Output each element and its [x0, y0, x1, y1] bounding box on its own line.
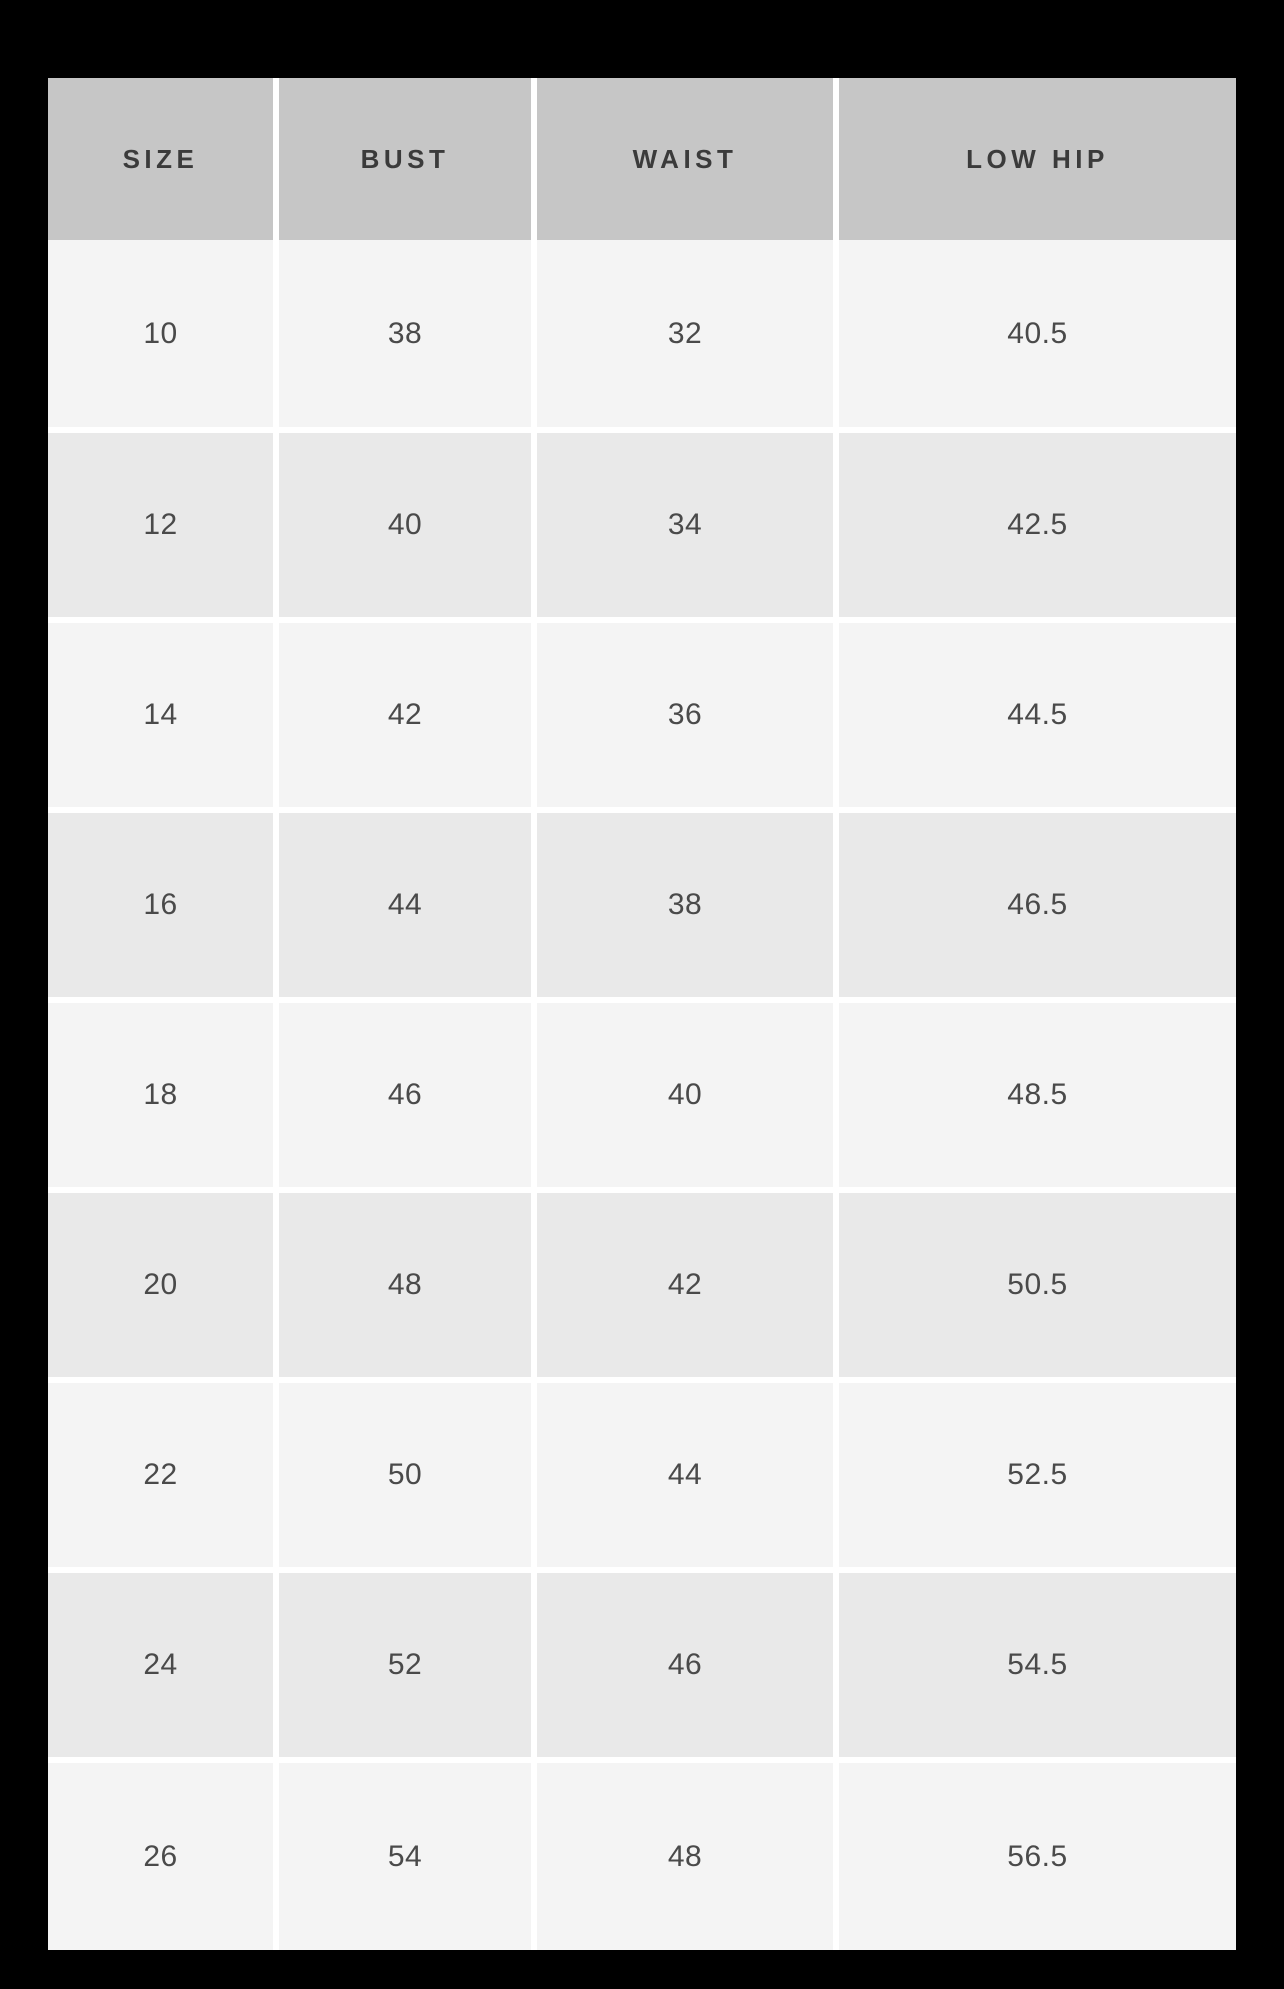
- cell-bust: 38: [276, 240, 534, 430]
- cell-size: 14: [48, 620, 276, 810]
- cell-size: 22: [48, 1380, 276, 1570]
- table-row: [48, 620, 1236, 810]
- cell-low-hip: 42.5: [836, 430, 1236, 620]
- table-row: [48, 240, 1236, 430]
- table-row: [48, 1760, 1236, 1950]
- cell-low-hip: 54.5: [836, 1570, 1236, 1760]
- cell-size: 12: [48, 430, 276, 620]
- cell-bust: 42: [276, 620, 534, 810]
- cell-waist: 34: [534, 430, 836, 620]
- cell-low-hip: 48.5: [836, 1000, 1236, 1190]
- cell-low-hip: 44.5: [836, 620, 1236, 810]
- table-header-row: [48, 78, 1236, 240]
- cell-low-hip: 50.5: [836, 1190, 1236, 1380]
- column-header-bust: BUST: [276, 78, 534, 240]
- cell-size: 10: [48, 240, 276, 430]
- size-chart-table: [48, 78, 1236, 1950]
- table-row: [48, 1190, 1236, 1380]
- table-row: [48, 1380, 1236, 1570]
- cell-waist: 48: [534, 1760, 836, 1950]
- column-header-size: SIZE: [48, 78, 276, 240]
- cell-waist: 44: [534, 1380, 836, 1570]
- table-body: [48, 240, 1236, 1950]
- table-row: [48, 430, 1236, 620]
- table-row: [48, 1570, 1236, 1760]
- size-chart-container: [48, 78, 1236, 1950]
- cell-low-hip: 56.5: [836, 1760, 1236, 1950]
- cell-waist: 46: [534, 1570, 836, 1760]
- cell-waist: 42: [534, 1190, 836, 1380]
- cell-bust: 40: [276, 430, 534, 620]
- cell-bust: 54: [276, 1760, 534, 1950]
- cell-size: 24: [48, 1570, 276, 1760]
- column-header-waist: WAIST: [534, 78, 836, 240]
- cell-waist: 32: [534, 240, 836, 430]
- cell-low-hip: 40.5: [836, 240, 1236, 430]
- cell-bust: 44: [276, 810, 534, 1000]
- cell-size: 16: [48, 810, 276, 1000]
- cell-waist: 38: [534, 810, 836, 1000]
- cell-bust: 52: [276, 1570, 534, 1760]
- table-row: [48, 1000, 1236, 1190]
- cell-waist: 40: [534, 1000, 836, 1190]
- column-header-low-hip: LOW HIP: [836, 78, 1236, 240]
- cell-bust: 50: [276, 1380, 534, 1570]
- table-row: [48, 810, 1236, 1000]
- cell-size: 18: [48, 1000, 276, 1190]
- cell-low-hip: 52.5: [836, 1380, 1236, 1570]
- cell-waist: 36: [534, 620, 836, 810]
- cell-size: 26: [48, 1760, 276, 1950]
- table-header: [48, 78, 1236, 240]
- cell-bust: 48: [276, 1190, 534, 1380]
- cell-low-hip: 46.5: [836, 810, 1236, 1000]
- cell-size: 20: [48, 1190, 276, 1380]
- cell-bust: 46: [276, 1000, 534, 1190]
